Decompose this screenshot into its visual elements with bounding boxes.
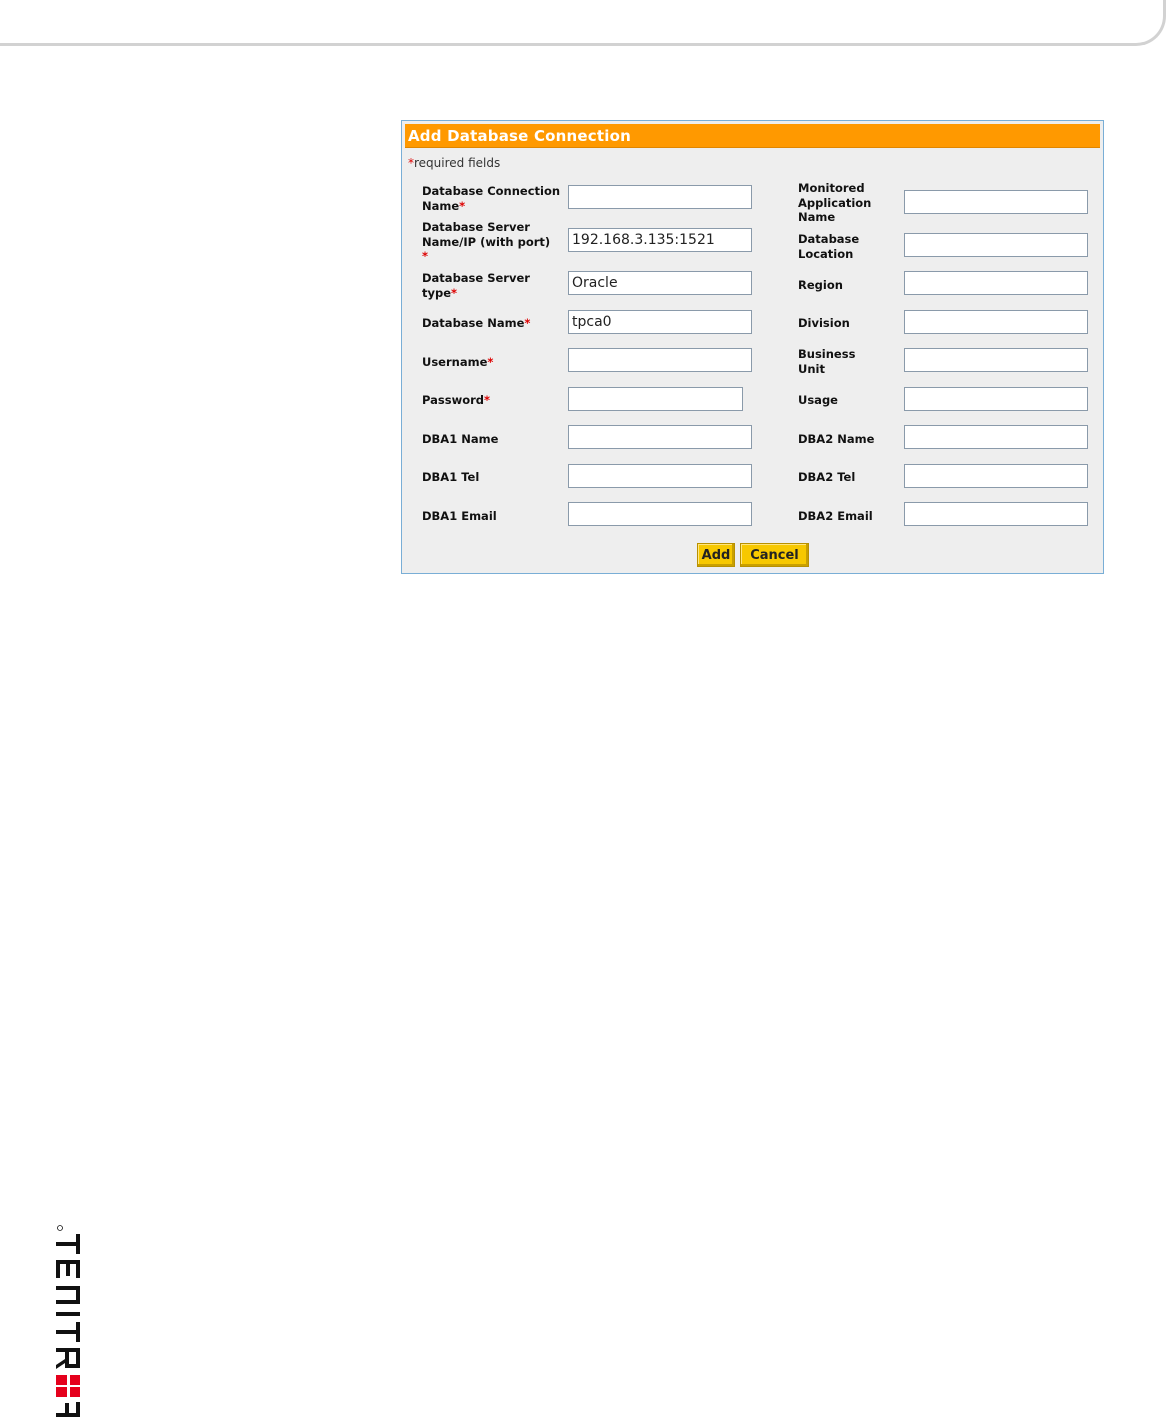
cancel-button[interactable]: Cancel: [740, 543, 809, 567]
label-dba1-tel: DBA1 Tel: [422, 470, 480, 484]
division-input[interactable]: [904, 310, 1088, 334]
label-dba2-tel: DBA2 Tel: [798, 470, 856, 484]
db-connection-name-input[interactable]: [568, 185, 752, 209]
label-password: Password*: [422, 393, 491, 407]
required-fields-text: required fields: [414, 156, 501, 170]
db-location-input[interactable]: [904, 233, 1088, 257]
label-dba1-email: DBA1 Email: [422, 509, 497, 523]
dba2-tel-input[interactable]: [904, 464, 1088, 488]
region-input[interactable]: [904, 271, 1088, 295]
fortinet-logo-icon: [34, 1176, 84, 1418]
label-usage: Usage: [798, 393, 838, 407]
required-marker: *: [408, 156, 414, 170]
dba1-name-input[interactable]: [568, 425, 752, 449]
label-dba2-name: DBA2 Name: [798, 432, 875, 446]
add-button[interactable]: Add: [697, 543, 735, 567]
monitored-app-name-input[interactable]: [904, 190, 1088, 214]
dba2-email-input[interactable]: [904, 502, 1088, 526]
password-input[interactable]: [568, 387, 743, 411]
business-unit-input[interactable]: [904, 348, 1088, 372]
username-input[interactable]: [568, 348, 752, 372]
label-db-location: Database Location: [798, 232, 860, 261]
dba2-name-input[interactable]: [904, 425, 1088, 449]
dba1-tel-input[interactable]: [568, 464, 752, 488]
required-fields-note: [408, 156, 500, 170]
db-server-type-input[interactable]: [568, 271, 752, 295]
db-server-name-ip-input[interactable]: [568, 228, 752, 252]
label-db-name: Database Name*: [422, 316, 531, 330]
label-username: Username*: [422, 355, 494, 369]
label-db-server-name-ip: Database Server Name/IP (with port) *: [422, 220, 551, 263]
dba1-email-input[interactable]: [568, 502, 752, 526]
add-database-connection-dialog: [401, 120, 1104, 574]
label-dba1-name: DBA1 Name: [422, 432, 499, 446]
usage-input[interactable]: [904, 387, 1088, 411]
label-dba2-email: DBA2 Email: [798, 509, 873, 523]
dialog-title: Add Database Connection: [405, 124, 1100, 148]
db-name-input[interactable]: [568, 310, 752, 334]
label-division: Division: [798, 316, 850, 330]
label-business-unit: Business Unit: [798, 347, 856, 376]
page-header-bar: [0, 0, 1166, 46]
label-db-connection-name: Database Connection Name*: [422, 184, 561, 213]
label-monitored-app-name: Monitored Application Name: [798, 181, 872, 224]
label-db-server-type: Database Server type*: [422, 271, 530, 300]
label-region: Region: [798, 278, 843, 292]
